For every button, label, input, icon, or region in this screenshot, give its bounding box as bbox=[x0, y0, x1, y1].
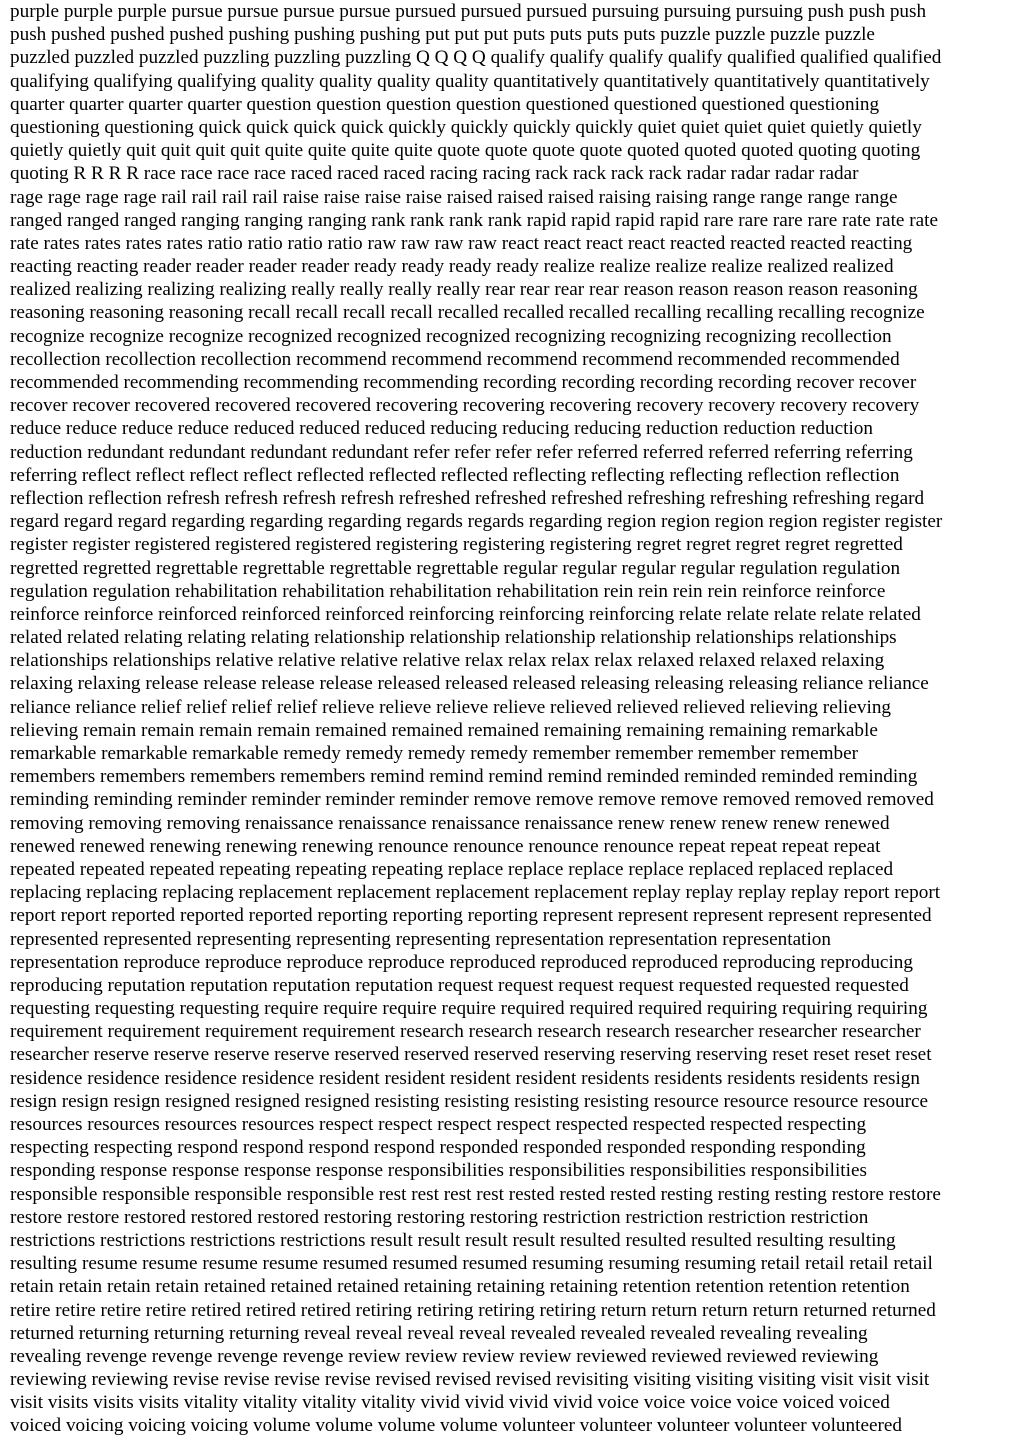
text-line: relieving remain remain remain remain remained remained remained remaining remaining remaining remarkable bbox=[10, 719, 878, 741]
text-line: puzzled puzzled puzzled puzzling puzzling puzzling Q Q Q Q qualify qualify qualify qualify qualified qualified qualified bbox=[10, 47, 942, 69]
text-line: questioning questioning quick quick quick quick quickly quickly quickly quickly quiet quiet quiet quiet quietly quietly bbox=[10, 116, 922, 138]
text-line: resulting resume resume resume resume resumed resumed resumed resuming resuming resuming retail retail retail retail bbox=[10, 1253, 933, 1275]
text-line: voiced voicing voicing voicing volume volume volume volume volunteer volunteer volunteer volunteer volunteered bbox=[10, 1415, 902, 1437]
text-line: resources resources resources resources respect respect respect respect respected respected respected respecting bbox=[10, 1114, 867, 1135]
text-line: residence residence residence residence resident resident resident resident residents residents residents residents resign bbox=[10, 1067, 920, 1089]
text-line: ranged ranged ranged ranging ranging ranging rank rank rank rank rapid rapid rapid rapid rare rare rare rare rate rate rate bbox=[10, 209, 938, 231]
text-line: referring reflect reflect reflect reflect reflected reflected reflected reflecting reflecting reflecting reflection reflection bbox=[10, 464, 900, 486]
text-line: removing removing removing renaissance renaissance renaissance renaissance renew renew renew renew renewed bbox=[10, 812, 890, 834]
text-line: reacting reacting reader reader reader reader ready ready ready ready realize realize realize realize realized realized bbox=[10, 256, 894, 278]
text-line: replacing replacing replacing replacement replacement replacement replacement replay replay replay replay report report bbox=[10, 882, 941, 904]
text-line: reviewing reviewing revise revise revise revise revised revised revised revisiting visiting visiting visiting visit visit visit bbox=[10, 1369, 930, 1391]
text-line: remarkable remarkable remarkable remedy remedy remedy remedy remember remember remember remember bbox=[10, 743, 859, 764]
text-line: requesting requesting requesting require require require require required required required requiring requiring requiring bbox=[10, 998, 928, 1020]
text-line: related related relating relating relating relationship relationship relationship relationship relationships relationships bbox=[10, 627, 897, 649]
text-line: restrictions restrictions restrictions restrictions result result result result resulted resulted resulted resulting resulting bbox=[10, 1229, 896, 1251]
text-line: reduce reduce reduce reduce reduced reduced reduced reducing reducing reducing reduction reduction reduction bbox=[10, 418, 873, 440]
text-line: remembers remembers remembers remembers remind remind remind remind reminded reminded reminded reminding bbox=[10, 766, 918, 788]
text-line: revealing revenge revenge revenge revenge review review review review reviewed reviewed reviewed reviewing bbox=[10, 1345, 879, 1367]
text-line: register register registered registered registered registering registering registering regret regret regret regret regretted bbox=[10, 534, 903, 556]
text-line: relationships relationships relative relative relative relative relax relax relax relax relaxed relaxed relaxed relaxing bbox=[10, 650, 885, 672]
text-line: regard regard regard regarding regarding regarding regards regards regarding region region region region register register bbox=[10, 511, 943, 533]
text-line: reminding reminding reminder reminder reminder reminder remove remove remove remove removed removed removed bbox=[10, 789, 934, 811]
text-line: reduction redundant redundant redundant redundant refer refer refer refer referred referred referred referring referring bbox=[10, 441, 913, 463]
text-line: representation reproduce reproduce reproduce reproduce reproduced reproduced reproduced reproducing reproducing bbox=[10, 951, 913, 973]
text-line: reliance reliance relief relief relief relief relieve relieve relieve relieve relieved relieved relieved relieving relieving bbox=[10, 696, 892, 718]
text-line: regulation regulation rehabilitation rehabilitation rehabilitation rehabilitation rein rein rein rein reinforce reinforce bbox=[10, 580, 886, 602]
text-line: purple purple purple pursue pursue pursue pursue pursued pursued pursued pursuing pursuing pursuing push push push bbox=[10, 1, 927, 22]
text-line: visit visits visits visits vitality vitality vitality vitality vivid vivid vivid vivid voice voice voice voice voiced voiced bbox=[10, 1392, 890, 1414]
text-line: requirement requirement requirement requirement research research research research researcher researcher researcher bbox=[10, 1021, 921, 1043]
text-line: respecting respecting respond respond respond respond responded responded responded responding responding bbox=[10, 1137, 866, 1159]
text-line: realized realizing realizing realizing really really really really rear rear rear rear reason reason reason reason reasoning bbox=[10, 279, 918, 301]
text-line: reinforce reinforce reinforced reinforced reinforced reinforcing reinforcing reinforcing relate relate relate relate related bbox=[10, 603, 921, 625]
text-line: restore restore restored restored restored restoring restoring restoring restriction restriction restriction restriction bbox=[10, 1206, 869, 1228]
text-line: recollection recollection recollection recommend recommend recommend recommend recommended recommended bbox=[10, 348, 900, 370]
text-line: retain retain retain retain retained retained retained retaining retaining retaining retention retention retention retention bbox=[10, 1276, 910, 1298]
text-line: resign resign resign resigned resigned resigned resisting resisting resisting resisting resource resource resource resource bbox=[10, 1090, 929, 1112]
text-line: responsible responsible responsible responsible rest rest rest rest rested rested rested resting resting resting restore restore bbox=[10, 1183, 941, 1205]
text-line: recommended recommending recommending recommending recording recording recording recording recover recover bbox=[10, 372, 917, 393]
text-line: rate rates rates rates rates ratio ratio ratio ratio raw raw raw raw react react react react reacted reacted reacted reacting bbox=[10, 232, 913, 254]
text-line: reproducing reputation reputation reputation reputation request request request request requested requested requested bbox=[10, 974, 909, 996]
text-line: repeated repeated repeated repeating repeating repeating replace replace replace replace replaced replaced replaced bbox=[10, 858, 894, 880]
text-line: report report reported reported reported reporting reporting reporting represent represent represent represent represented bbox=[10, 905, 932, 927]
text-line: recover recover recovered recovered recovered recovering recovering recovering recovery recovery recovery recovery bbox=[10, 395, 920, 417]
text-line: rage rage rage rage rail rail rail rail raise raise raise raise raised raised raised raising raising range range range range bbox=[10, 186, 898, 208]
text-line: returned returning returning returning reveal reveal reveal reveal revealed revealed revealed revealing revealing bbox=[10, 1322, 868, 1344]
document-page bbox=[10, 0, 1020, 1446]
text-line: quarter quarter quarter quarter question question question question questioned questioned questioned questioning bbox=[10, 93, 880, 115]
text-line: quoting R R R R race race race race raced raced raced racing racing rack rack rack rack radar radar radar radar bbox=[10, 163, 859, 185]
text-line: push pushed pushed pushed pushing pushing pushing put put put puts puts puts puts puzzle puzzle puzzle puzzle bbox=[10, 24, 875, 46]
text-line: recognize recognize recognize recognized recognized recognized recognizing recognizing recognizing recollection bbox=[10, 325, 892, 347]
text-line: responding response response response response responsibilities responsibilities responsibilities responsibilities bbox=[10, 1160, 867, 1182]
text-line: regretted regretted regrettable regrettable regrettable regrettable regular regular regular regular regulation regulation bbox=[10, 557, 901, 579]
text-line: reflection reflection refresh refresh refresh refresh refreshed refreshed refreshed refreshing refreshing refreshing regard bbox=[10, 487, 925, 509]
text-line: relaxing relaxing release release release release released released released releasing releasing releasing reliance reliance bbox=[10, 673, 929, 695]
text-line: researcher reserve reserve reserve reserve reserved reserved reserved reserving reserving reserving reset reset reset reset bbox=[10, 1044, 932, 1066]
text-line: retire retire retire retire retired retired retired retiring retiring retiring retiring return return return return returned returned bbox=[10, 1299, 936, 1321]
text-line: qualifying qualifying qualifying quality quality quality quality quantitatively quantitatively quantitatively quantitatively bbox=[10, 70, 930, 92]
text-line: quietly quietly quit quit quit quit quite quite quite quite quote quote quote quote quoted quoted quoted quoting quoting bbox=[10, 140, 921, 162]
text-line: represented represented representing representing representing representation representation representation bbox=[10, 928, 831, 950]
text-line: renewed renewed renewing renewing renewing renounce renounce renounce renounce repeat repeat repeat repeat bbox=[10, 835, 881, 857]
text-line: reasoning reasoning reasoning recall recall recall recall recalled recalled recalled recalling recalling recalling recognize bbox=[10, 302, 925, 324]
